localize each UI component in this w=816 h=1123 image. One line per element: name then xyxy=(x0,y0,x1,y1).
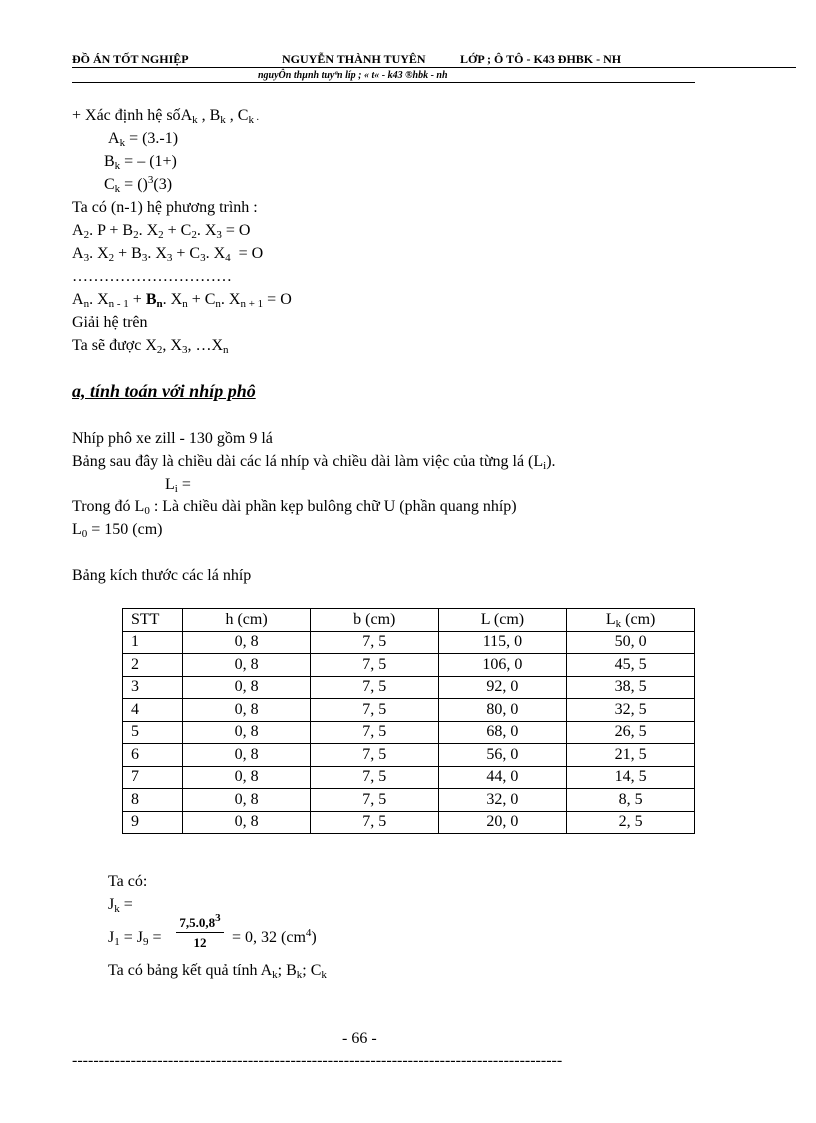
section-paragraph-2: Bảng sau đây là chiều dài các lá nhíp và chiều dài làm việc của từng lá $(L_i)$. xyxy=(72,453,556,472)
table-row xyxy=(123,721,695,744)
coef-b-formula: $B_k$ = – (1+) xyxy=(104,153,177,172)
table-cell: 2 xyxy=(123,654,183,677)
section-paragraph-1: Nhíp phô xe zill - 130 gồm 9 lá xyxy=(72,430,273,447)
table-cell: 0, 8 xyxy=(183,631,311,654)
li-formula: $L_i$ = xyxy=(165,476,191,495)
table-header-row xyxy=(123,609,695,632)
table-cell: 0, 8 xyxy=(183,811,311,834)
table-cell: 5 xyxy=(123,721,183,744)
header-divider xyxy=(72,67,796,68)
table-cell: 92, 0 xyxy=(438,676,567,699)
table-cell: 26, 5 xyxy=(567,721,695,744)
table-row xyxy=(123,744,695,767)
table-cell: 45, 5 xyxy=(567,654,695,677)
table-cell: 80, 0 xyxy=(438,699,567,722)
jk-formula: $J_k$ = xyxy=(108,896,133,915)
taco-text: Ta có: xyxy=(108,873,148,890)
header-b: b (cm) xyxy=(310,609,438,632)
inertia-fraction xyxy=(176,912,224,951)
table-cell: 1 xyxy=(123,631,183,654)
table-cell: 44, 0 xyxy=(438,766,567,789)
table-row xyxy=(123,789,695,812)
table-title: Bảng kích thước các lá nhíp xyxy=(72,567,252,584)
table-cell: 32, 5 xyxy=(567,699,695,722)
table-cell: 115, 0 xyxy=(438,631,567,654)
table-row xyxy=(123,676,695,699)
j1-formula: $J_1 = J_9$ = xyxy=(108,929,162,948)
header-project-title: ĐỒ ÁN TỐT NGHIỆP xyxy=(72,52,189,66)
table-cell: 32, 0 xyxy=(438,789,567,812)
result-text: Ta sẽ được $X_2$, $X_3$, $\dots X_n$ xyxy=(72,337,229,356)
header-h: h (cm) xyxy=(183,609,311,632)
table-cell: 4 xyxy=(123,699,183,722)
table-cell: 0, 8 xyxy=(183,766,311,789)
table-row xyxy=(123,654,695,677)
table-cell: 9 xyxy=(123,811,183,834)
table-cell: 7, 5 xyxy=(310,721,438,744)
header-garbled-text: nguyÔn thµnh tuyªn líp ; « t« - k43 ®hbk - nh xyxy=(258,70,448,81)
table-cell: 7, 5 xyxy=(310,699,438,722)
equation-1: $A_2$. $P + B_2$. $X_2 + C_2$. $X_3 = O$ xyxy=(72,222,251,241)
table-row xyxy=(123,766,695,789)
table-cell: 38, 5 xyxy=(567,676,695,699)
table-cell: 0, 8 xyxy=(183,676,311,699)
table-cell: 0, 8 xyxy=(183,744,311,767)
table-cell: 7, 5 xyxy=(310,766,438,789)
table-cell: 7, 5 xyxy=(310,811,438,834)
table-row xyxy=(123,699,695,722)
section-paragraph-3: Trong đó $L_0$ : Là chiều dài phần kẹp bulông chữ U (phần quang nhíp) xyxy=(72,498,517,517)
table-cell: 21, 5 xyxy=(567,744,695,767)
equation-2: $A_3$. $X_2 + B_3$. $X_3 + C_3$. $X_4 = O$ xyxy=(72,245,264,264)
fraction-numerator: 7,5.0,8$^3$ xyxy=(176,915,224,933)
table-cell: 8, 5 xyxy=(567,789,695,812)
equation-n: $A_n$. $X_{n - 1} + B_n$. $X_n + C_n$. $X_{n + 1} = O$ xyxy=(72,291,292,310)
table-cell: 6 xyxy=(123,744,183,767)
solve-text: Giải hệ trên xyxy=(72,314,148,331)
header-l: L (cm) xyxy=(438,609,567,632)
table-cell: 68, 0 xyxy=(438,721,567,744)
header-class: LỚP ; Ô TÔ - K43 ĐHBK - NH xyxy=(460,52,622,66)
system-intro: Ta có (n-1) hệ phương trình : xyxy=(72,199,258,216)
table-cell: 20, 0 xyxy=(438,811,567,834)
table-cell: 7, 5 xyxy=(310,654,438,677)
header-divider-2 xyxy=(72,82,695,83)
table-cell: 56, 0 xyxy=(438,744,567,767)
table-cell: 3 xyxy=(123,676,183,699)
leaf-dimensions-table xyxy=(122,608,695,834)
table-cell: 7, 5 xyxy=(310,676,438,699)
table-cell: 0, 8 xyxy=(183,699,311,722)
equation-dots: ………………………… xyxy=(72,268,232,285)
table-cell: 0, 8 xyxy=(183,789,311,812)
table-cell: 7, 5 xyxy=(310,789,438,812)
coef-c-formula: $C_k = ()^3(3)$ xyxy=(104,174,173,195)
table-cell: 7, 5 xyxy=(310,631,438,654)
coef-a-formula: $A_k = (3.-1)$ xyxy=(108,130,179,149)
table-cell: 0, 8 xyxy=(183,654,311,677)
table-cell: 14, 5 xyxy=(567,766,695,789)
coef-intro-line: + Xác định hệ sốA$_k$ , $B_k$ , $C_k$ . xyxy=(72,107,259,126)
table-row xyxy=(123,631,695,654)
table-cell: 0, 8 xyxy=(183,721,311,744)
table-cell: 106, 0 xyxy=(438,654,567,677)
header-lk: $L_k$ (cm) xyxy=(567,609,695,632)
header-stt: STT xyxy=(123,609,183,632)
page-number: - 66 - xyxy=(342,1030,377,1047)
table-cell: 8 xyxy=(123,789,183,812)
table-row xyxy=(123,811,695,834)
fraction-denominator: 12 xyxy=(193,935,207,950)
l0-value: $L_0 = 150$ (cm) xyxy=(72,521,163,540)
section-title: a, tính toán với nhíp phô xyxy=(72,381,256,401)
header-author: NGUYỄN THÀNH TUYÊN xyxy=(282,52,426,66)
footer-dashes: -------------------------------------------------------------------------------------------- xyxy=(72,1052,563,1069)
table-cell: 7, 5 xyxy=(310,744,438,767)
table-cell: 2, 5 xyxy=(567,811,695,834)
table-cell: 7 xyxy=(123,766,183,789)
j1-result: = 0, 32 $(cm^4)$ xyxy=(232,927,317,946)
result-table-intro: Ta có bảng kết quả tính $A_k$; $B_k$; $C_k$ xyxy=(108,962,327,981)
table-cell: 50, 0 xyxy=(567,631,695,654)
